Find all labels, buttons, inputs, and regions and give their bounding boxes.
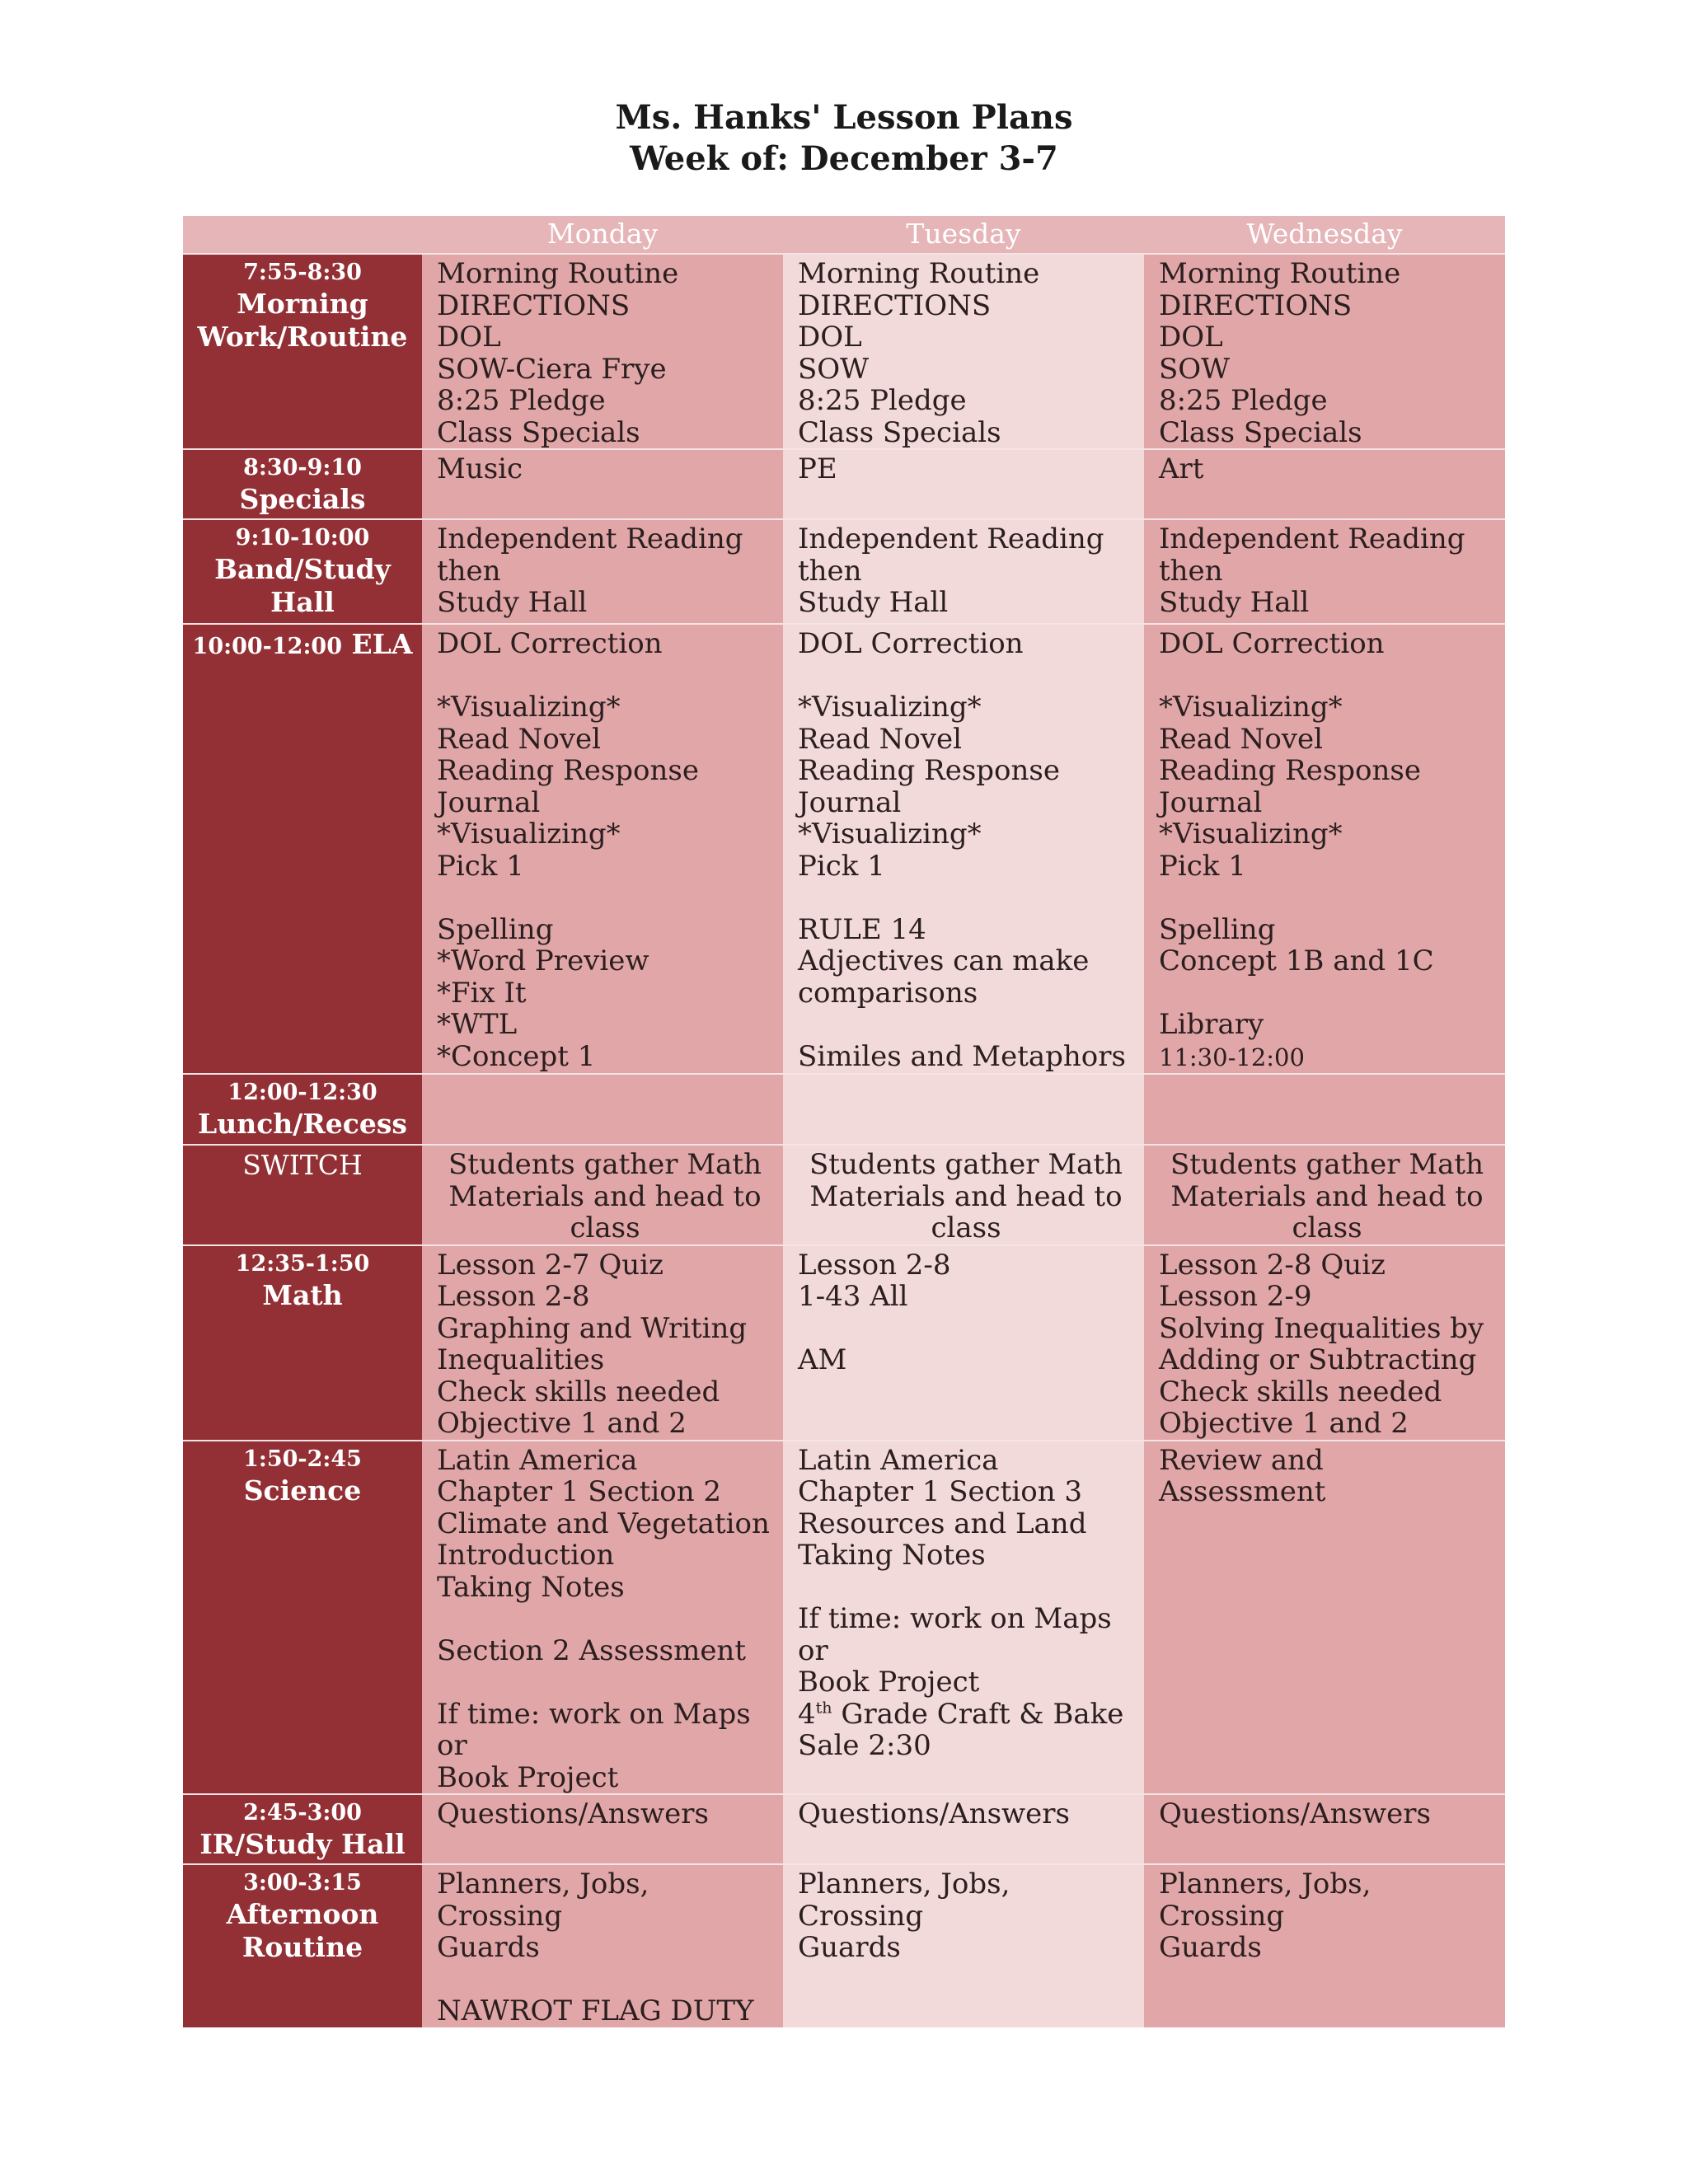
craft-sale-text: Grade Craft & Bake Sale 2:30 — [798, 1697, 1124, 1762]
wednesday-cell: Questions/Answers — [1144, 1794, 1505, 1864]
wednesday-cell: Independent Reading then Study Hall — [1144, 519, 1505, 624]
schedule-row-morning — [183, 254, 1505, 449]
monday-cell: Latin America Chapter 1 Section 2 Climate and Vegetation Introduction Taking Notes Section 2 Assessment If time: work on Maps or Book Project — [422, 1441, 783, 1795]
monday-cell: Lesson 2-7 Quiz Lesson 2-8 Graphing and Writing Inequalities Check skills needed Objective 1 and 2 — [422, 1245, 783, 1441]
tuesday-cell: PE — [783, 449, 1144, 519]
schedule-row-math — [183, 1245, 1505, 1441]
monday-cell: Planners, Jobs, Crossing Guards NAWROT FLAG DUTY — [422, 1864, 783, 2027]
monday-cell: Students gather Math Materials and head to class — [422, 1145, 783, 1245]
monday-cell: Questions/Answers — [422, 1794, 783, 1864]
time-cell — [183, 1441, 422, 1795]
craft-grade-number: 4 — [798, 1697, 816, 1731]
day-header-row — [183, 216, 1505, 254]
time-range: 9:10-10:00 — [235, 525, 370, 551]
time-range: 1:50-2:45 — [243, 1446, 362, 1472]
wednesday-cell: Planners, Jobs, Crossing Guards — [1144, 1864, 1505, 2027]
schedule-row-switch — [183, 1145, 1505, 1245]
wednesday-cell — [1144, 624, 1505, 1074]
time-cell — [183, 1794, 422, 1864]
header-corner-cell — [183, 216, 422, 254]
schedule-row-science — [183, 1441, 1505, 1795]
tuesday-cell: Lesson 2-8 1-43 All AM — [783, 1245, 1144, 1441]
library-time: 11:30-12:00 — [1159, 1043, 1305, 1071]
time-range: 12:35-1:50 — [235, 1250, 370, 1277]
time-cell — [183, 1145, 422, 1245]
wednesday-ela-text: DOL Correction *Visualizing* Read Novel Reading Response Journal *Visualizing* Pick 1 Spelling Concept 1B and 1C Library — [1159, 627, 1434, 1041]
period-label: Lunch/Recess — [198, 1108, 407, 1140]
schedule-row-afternoon — [183, 1864, 1505, 2027]
time-range: 7:55-8:30 — [243, 260, 362, 285]
period-label: Afternoon Routine — [226, 1898, 379, 1963]
craft-grade-suffix: th — [815, 1699, 832, 1718]
monday-cell: DOL Correction *Visualizing* Read Novel Reading Response Journal *Visualizing* Pick 1 Spelling *Word Preview *Fix It *WTL *Concept 1 — [422, 624, 783, 1074]
tuesday-cell: Morning Routine DIRECTIONS DOL SOW 8:25 Pledge Class Specials — [783, 254, 1144, 449]
tuesday-cell — [783, 1441, 1144, 1795]
wednesday-cell: Art — [1144, 449, 1505, 519]
tuesday-science-text: Latin America Chapter 1 Section 3 Resources and Land Taking Notes If time: work on Maps or Book Project — [798, 1443, 1112, 1699]
page-title — [0, 97, 1688, 180]
schedule-row-ir — [183, 1794, 1505, 1864]
schedule-row-specials — [183, 449, 1505, 519]
monday-cell: Independent Reading then Study Hall — [422, 519, 783, 624]
wednesday-cell — [1144, 1074, 1505, 1145]
time-cell — [183, 624, 422, 1074]
time-cell — [183, 449, 422, 519]
period-label: IR/Study Hall — [199, 1828, 406, 1860]
period-label: Band/Study Hall — [214, 553, 391, 618]
day-header-wednesday: Wednesday — [1144, 216, 1505, 254]
tuesday-cell: Questions/Answers — [783, 1794, 1144, 1864]
monday-cell — [422, 1074, 783, 1145]
tuesday-cell — [783, 1074, 1144, 1145]
day-header-monday: Monday — [422, 216, 783, 254]
title-line-1: Ms. Hanks' Lesson Plans — [615, 98, 1073, 137]
tuesday-cell: Independent Reading then Study Hall — [783, 519, 1144, 624]
tuesday-cell: Students gather Math Materials and head to class — [783, 1145, 1144, 1245]
period-label: Morning Work/Routine — [197, 288, 408, 353]
time-cell — [183, 519, 422, 624]
schedule-row-band — [183, 519, 1505, 624]
period-label: SWITCH — [242, 1149, 363, 1181]
tuesday-cell: DOL Correction *Visualizing* Read Novel Reading Response Journal *Visualizing* Pick 1 RULE 14 Adjectives can make comparisons Similes and Metaphors — [783, 624, 1144, 1074]
wednesday-cell: Morning Routine DIRECTIONS DOL SOW 8:25 Pledge Class Specials — [1144, 254, 1505, 449]
monday-cell: Morning Routine DIRECTIONS DOL SOW-Ciera Frye 8:25 Pledge Class Specials — [422, 254, 783, 449]
time-range: 3:00-3:15 — [243, 1870, 362, 1896]
wednesday-cell: Students gather Math Materials and head to class — [1144, 1145, 1505, 1245]
time-range: 2:45-3:00 — [243, 1800, 362, 1825]
period-label: Science — [243, 1474, 362, 1507]
day-header-tuesday: Tuesday — [783, 216, 1144, 254]
time-range: 10:00-12:00 — [192, 634, 342, 659]
monday-cell: Music — [422, 449, 783, 519]
lesson-plan-table — [183, 216, 1505, 2027]
period-label: Specials — [239, 483, 366, 515]
tuesday-cell: Planners, Jobs, Crossing Guards — [783, 1864, 1144, 2027]
time-cell — [183, 1074, 422, 1145]
time-range: 8:30-9:10 — [243, 455, 362, 480]
time-cell — [183, 1245, 422, 1441]
period-label: ELA — [351, 628, 413, 660]
time-cell — [183, 254, 422, 449]
schedule-row-lunch — [183, 1074, 1505, 1145]
title-line-2: Week of: December 3-7 — [630, 139, 1058, 178]
wednesday-cell: Lesson 2-8 Quiz Lesson 2-9 Solving Inequalities by Adding or Subtracting Check skills needed Objective 1 and 2 — [1144, 1245, 1505, 1441]
wednesday-cell: Review and Assessment — [1144, 1441, 1505, 1795]
period-label: Math — [262, 1278, 343, 1311]
time-cell — [183, 1864, 422, 2027]
schedule-row-ela — [183, 624, 1505, 1074]
time-range: 12:00-12:30 — [227, 1080, 377, 1105]
